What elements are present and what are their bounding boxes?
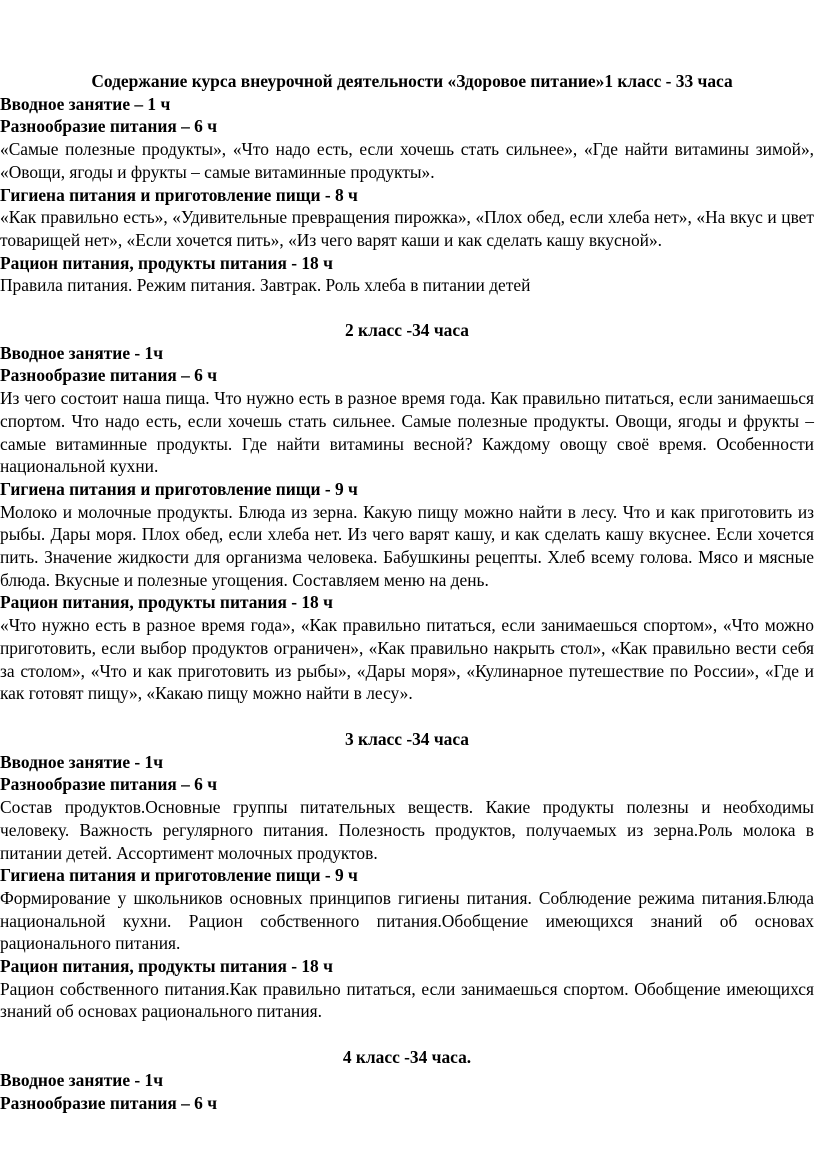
section-spacer [0,1023,814,1046]
grade4-heading: 4 класс -34 часа. [342,1047,472,1068]
grade1-intro-heading: Вводное занятие – 1 ч [0,93,171,114]
document-title: Содержание курса внеурочной деятельности «Здоровое питание»1 класс - 33 часа [91,71,733,91]
grade1-variety-text: «Самые полезные продукты», «Что надо есть, если хочешь стать сильнее», «Где найти витамины зимой», «Овощи, ягоды и фрукты – самые витаминные продукты». [0,139,814,182]
grade2-diet-heading: Рацион питания, продукты питания - 18 ч [0,592,333,613]
grade2-heading: 2 класс -34 часа [345,320,469,341]
grade3-intro-heading: Вводное занятие - 1ч [0,751,164,772]
grade2-hygiene-text: Молоко и молочные продукты. Блюда из зерна. Какую пищу можно найти в лесу. Что и как приготовить из рыбы. Дары моря. Плох обед, если хлеба нет. Из чего варят кашу, и как сделать кашу вкуснее. Если хочется пить. Значение жидкости для организма человека. Бабушкины рецепты. Хлеб всему голова. Мясо и мясные блюда. Вкусные и полезные угощения. Составляем меню на день. [0,501,814,590]
grade1-hygiene-heading: Гигиена питания и приготовление пищи - 8 ч [0,184,358,205]
grade3-hygiene-text: Формирование у школьников основных принципов гигиены питания. Соблюдение режима питания.Блюда национальной кухни. Рацион собственного питания.Обобщение имеющихся знаний об основах рационального питания. [0,887,814,954]
grade1-hygiene-text: «Как правильно есть», «Удивительные превращения пирожка», «Плох обед, если хлеба нет», «На вкус и цвет товарищей нет», «Если хочется пить», «Из чего варят каши и как сделать кашу вкусной». [0,207,814,250]
grade3-heading: 3 класс -34 часа [345,728,469,749]
grade4-variety-heading: Разнообразие питания – 6 ч [0,1092,218,1113]
grade3-hygiene-heading: Гигиена питания и приготовление пищи - 9 ч [0,865,358,886]
grade2-variety-text: Из чего состоит наша пища. Что нужно есть в разное время года. Как правильно питаться, если занимаешься спортом. Что надо есть, если хочешь стать сильнее. Самые полезные продукты. Овощи, ягоды и фрукты – самые витаминные продукты. Где найти витамины весной? Каждому овощу своё время. Особенности национальной кухни. [0,388,814,477]
grade2-diet-text: «Что нужно есть в разное время года», «Как правильно питаться, если занимаешься спортом», «Что можно приготовить, если выбор продуктов ограничен», «Как правильно накрыть стол», «Как правильно вести себя за столом», «Что и как приготовить из рыбы», «Дары моря», «Кулинарное путешествие по России», «Где и как готовят пищу», «Какаю пищу можно найти в лесу». [0,615,814,704]
grade3-diet-text: Рацион собственного питания.Как правильно питаться, если занимаешься спортом. Обобщение имеющихся знаний об основах рационального питания. [0,978,814,1022]
grade1-diet-heading: Рацион питания, продукты питания - 18 ч [0,252,333,273]
grade2-hygiene-heading: Гигиена питания и приготовление пищи - 9 ч [0,478,358,499]
grade2-variety-heading: Разнообразие питания – 6 ч [0,365,218,386]
document-page [0,70,814,1114]
grade4-intro-heading: Вводное занятие - 1ч [0,1069,164,1090]
grade1-diet-text: Правила питания. Режим питания. Завтрак. Роль хлеба в питании детей [0,275,531,296]
grade3-variety-text: Состав продуктов.Основные группы питательных веществ. Какие продукты полезны и необходимы человеку. Важность регулярного питания. Полезность продуктов, получаемых из зерна.Роль молока в питании детей. Ассортимент молочных продуктов. [0,797,814,863]
grade2-intro-heading: Вводное занятие - 1ч [0,342,164,363]
grade3-variety-heading: Разнообразие питания – 6 ч [0,774,218,795]
section-spacer [0,297,814,319]
section-spacer [0,705,814,728]
grade3-diet-heading: Рацион питания, продукты питания - 18 ч [0,956,333,977]
grade1-variety-heading: Разнообразие питания – 6 ч [0,116,218,137]
